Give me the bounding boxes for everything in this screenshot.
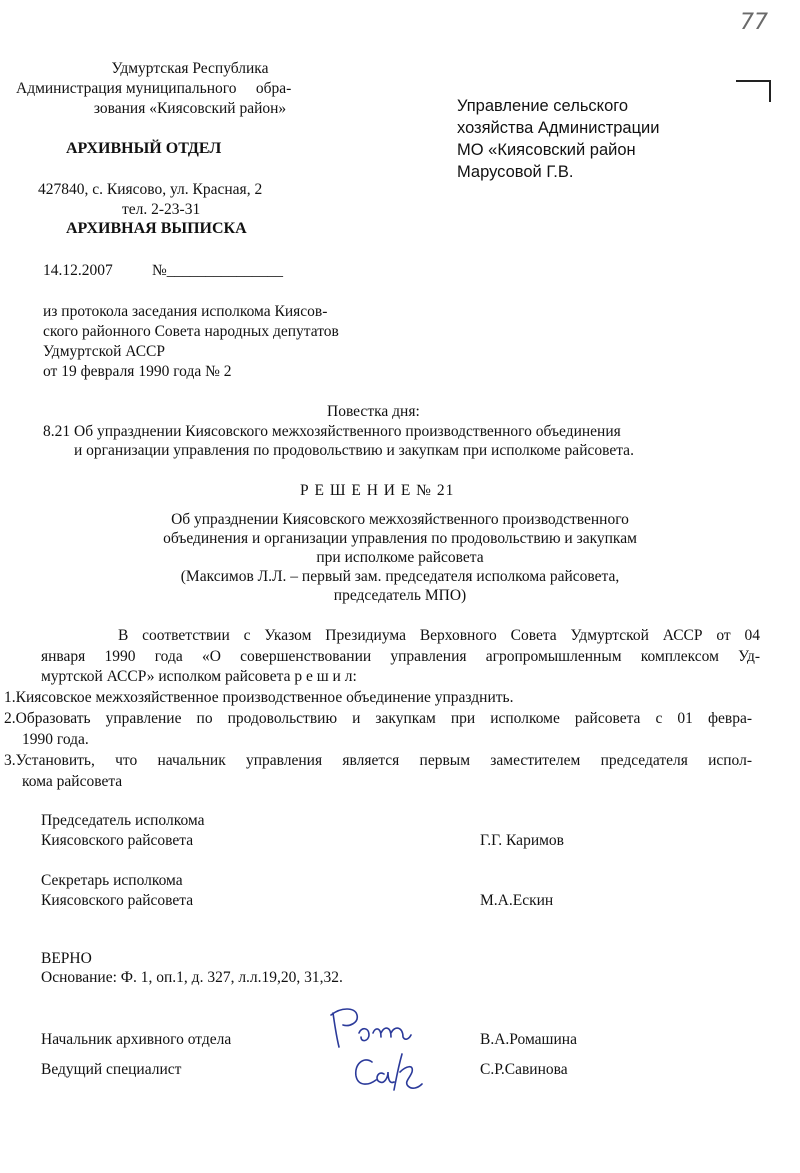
agenda-title: Повестка дня: (327, 403, 420, 420)
resolution-item-2-cont: 1990 года. (22, 731, 89, 748)
decision-subtitle-3: при исполкоме райсовета (316, 549, 484, 566)
decision-subtitle-4: (Максимов Л.Л. – первый зам. председателя исполкома райсовета, (180, 568, 620, 585)
chair-name: Г.Г. Каримов (480, 832, 564, 849)
recipient-line4: Марусовой Г.В. (457, 163, 574, 181)
agenda-line1: 8.21 Об упразднении Киясовского межхозяйственного производственного объединения (43, 423, 621, 440)
department-title: АРХИВНЫЙ ОТДЕЛ (66, 140, 222, 157)
chair-title-line1: Председатель исполкома (41, 812, 205, 829)
head-signature (325, 1003, 415, 1051)
secretary-title-line2: Киясовского райсовета (41, 892, 194, 909)
sender-address: 427840, с. Киясово, ул. Красная, 2 (38, 181, 263, 198)
body-paragraph-line1: В соответствии с Указом Президиума Верховного Совета Удмуртской АССР от 04 (118, 627, 760, 644)
resolution-item-3: 3.Установить, что начальник управления является первым заместителем председателя испол- (4, 752, 752, 769)
source-line4: от 19 февраля 1990 года № 2 (43, 363, 232, 380)
source-line3: Удмуртской АССР (43, 343, 166, 360)
agenda-line2: и организации управления по продовольствию и закупкам при исполкоме райсовета. (74, 442, 634, 459)
archive-head-name: В.А.Ромашина (480, 1031, 577, 1048)
archive-specialist-name: С.Р.Савинова (480, 1061, 568, 1078)
resolution-item-1: 1.Киясовское межхозяйственное производственное объединение упразднить. (4, 689, 514, 706)
source-line2: ского районного Совета народных депутатов (43, 323, 339, 340)
sender-admin: Администрация муниципального обра- (16, 80, 292, 97)
sender-republic: Удмуртская Республика (111, 60, 269, 77)
resolution-item-3-cont: кома райсовета (22, 773, 123, 790)
secretary-title-line1: Секретарь исполкома (41, 872, 183, 889)
certification-basis: Основание: Ф. 1, оп.1, д. 327, л.л.19,20, 31,32. (41, 969, 343, 986)
chair-title-line2: Киясовского райсовета (41, 832, 194, 849)
secretary-name: М.А.Ескин (480, 892, 554, 909)
sender-phone: тел. 2-23-31 (122, 201, 201, 218)
decision-subtitle-1: Об упразднении Киясовского межхозяйственного производственного (171, 511, 629, 528)
document-date: 14.12.2007 (43, 262, 113, 279)
body-paragraph-line2: января 1990 года «О совершенствовании управления агропромышленным комплексом Уд- (41, 648, 760, 665)
decision-title: Р Е Ш Е Н И Е № 21 (300, 482, 455, 499)
certification-verno: ВЕРНО (41, 950, 92, 967)
source-line1: из протокола заседания исполкома Киясов- (43, 303, 328, 320)
decision-subtitle-5: председатель МПО) (333, 587, 467, 604)
corner-mark (734, 78, 774, 104)
recipient-line3: МО «Киясовский район (457, 141, 636, 159)
recipient-line2: хозяйства Администрации (457, 119, 660, 137)
document-number: №_______________ (152, 262, 284, 279)
specialist-signature (350, 1048, 430, 1096)
archive-specialist-title: Ведущий специалист (41, 1061, 182, 1078)
page-number: 77 (740, 10, 768, 35)
document-type: АРХИВНАЯ ВЫПИСКА (66, 220, 247, 237)
archive-head-title: Начальник архивного отдела (41, 1031, 232, 1048)
recipient-line1: Управление сельского (457, 97, 629, 115)
decision-subtitle-2: объединения и организации управления по продовольствию и закупкам (163, 530, 637, 547)
body-paragraph-line3: муртской АССР» исполком райсовета р е ш и л: (41, 668, 357, 685)
resolution-item-2: 2.Образовать управление по продовольствию и закупкам при исполкоме райсовета с 01 февра- (4, 710, 752, 727)
sender-district: зования «Киясовский район» (93, 100, 287, 117)
